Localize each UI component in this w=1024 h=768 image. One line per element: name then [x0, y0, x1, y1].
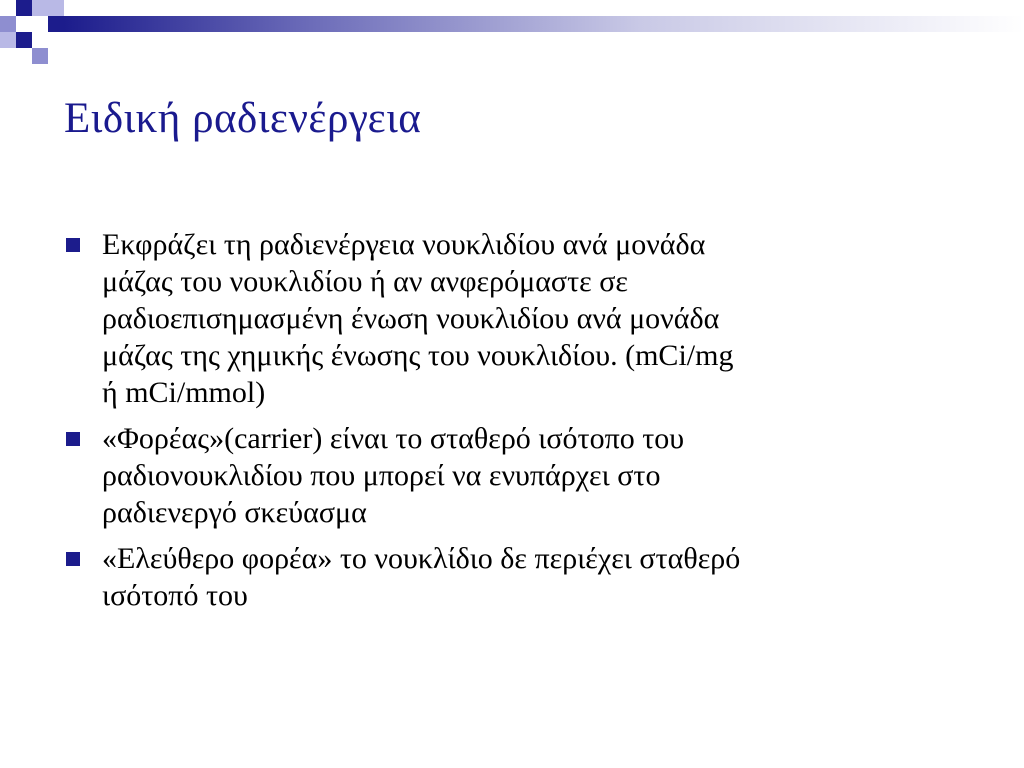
deco-square — [32, 48, 48, 64]
slide-title: Ειδική ραδιενέργεια — [64, 95, 422, 142]
deco-square — [16, 0, 32, 16]
header-gradient-bar — [64, 16, 1024, 32]
bullet-line: «Φορέας»(carrier) είναι το σταθερό ισότοπο του — [102, 422, 685, 455]
deco-square — [0, 16, 16, 32]
bullet-line: ραδιονουκλιδίου που μπορεί να ενυπάρχει στο — [102, 459, 661, 492]
bullet-item — [64, 420, 964, 531]
deco-square — [48, 0, 64, 16]
deco-square — [48, 16, 64, 32]
square-bullet-icon — [66, 552, 80, 566]
bullet-line: Εκφράζει τη ραδιενέργεια νουκλιδίου ανά μονάδα — [102, 228, 706, 261]
bullet-line: ισότοπό του — [102, 579, 248, 612]
bullet-list — [64, 226, 964, 623]
square-bullet-icon — [66, 432, 80, 446]
bullet-line: μάζας του νουκλιδίου ή αν ανφερόμαστε σε — [102, 265, 629, 298]
deco-square — [0, 32, 16, 48]
deco-square — [32, 0, 48, 16]
bullet-item — [64, 540, 964, 614]
bullet-item — [64, 226, 964, 411]
bullet-line: «Ελεύθερο φορέα» το νουκλίδιο δε περιέχει σταθερό — [102, 542, 741, 575]
square-bullet-icon — [66, 238, 80, 252]
bullet-line: ραδιενεργό σκεύασμα — [102, 496, 367, 529]
bullet-line: ραδιοεπισημασμένη ένωση νουκλιδίου ανά μονάδα — [102, 302, 720, 335]
bullet-line: ή mCi/mmol) — [102, 376, 266, 409]
deco-square — [16, 32, 32, 48]
bullet-line: μάζας της χημικής ένωσης του νουκλιδίου. (mCi/mg — [102, 339, 734, 372]
